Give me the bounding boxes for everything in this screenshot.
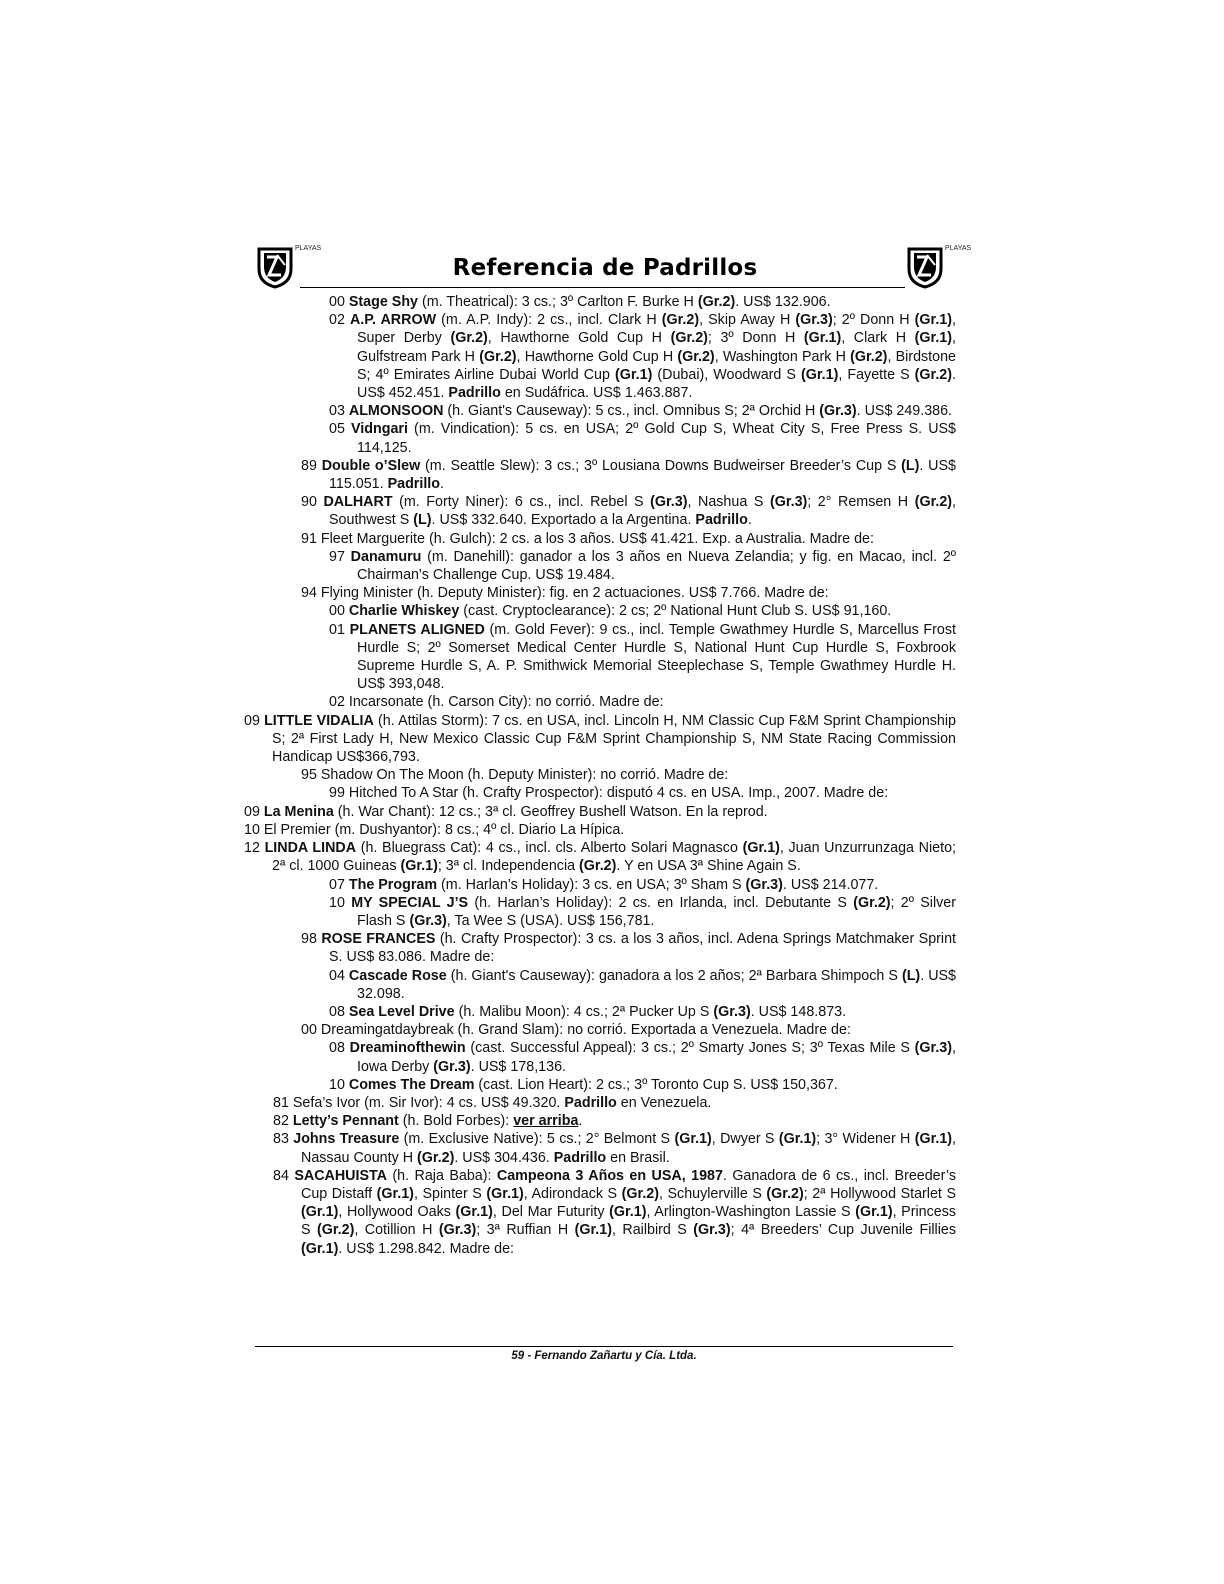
entry-text: 03 [329,403,349,420]
entry-text: ; 4ª Breeders’ Cup Juvenile Fillies [730,1222,956,1239]
entry-text: ; 3ª cl. Independencia [437,858,580,875]
entry-text: (Gr.2) [417,1149,455,1166]
entry-text: . US$ 214.077. [782,876,879,893]
pedigree-entry [272,876,956,894]
pedigree-entry [272,1039,956,1075]
entry-text: Johns Treasure [293,1131,400,1148]
entry-text: (Gr.1) [400,858,438,875]
entry-text: , Nashua S [687,494,770,511]
entry-text: (Gr.1) [855,1204,893,1221]
entry-text: (Gr.2) [697,294,736,310]
entry-text: (Gr.3) [409,912,447,929]
entry-text: , Birdstone S; 4º Emirates Airline Dubai World Cup [357,348,956,383]
entry-text: A.P. ARROW [349,312,437,329]
entry-text: (Gr.2) [317,1222,355,1239]
entry-text: 08 [329,1003,349,1020]
pedigree-entry [244,821,956,839]
entry-text: 84 [273,1167,295,1184]
pedigree-entry [272,1167,956,1258]
pedigree-entry [272,530,956,548]
logo-side-text: PLAYAS [295,245,322,252]
shield-logo-icon [905,243,945,289]
entry-text: Dreaminofthewin [349,1040,466,1057]
entry-text: (Gr.2) [479,348,517,365]
pedigree-entry [272,457,956,493]
entry-text: Comes The Dream [348,1076,475,1093]
entry-text: en Venezuela. [616,1094,712,1111]
entry-text: , Hollywood Oaks [338,1204,456,1221]
pedigree-entry [272,894,956,930]
entry-text: 00 [329,603,349,620]
entry-text: (Gr.2) [450,330,488,347]
entry-text: 05 [329,421,352,438]
entry-text: 07 [329,876,349,893]
pedigree-entry [272,967,956,1003]
entry-text: (Gr.1) [914,1131,953,1148]
entry-text: SACAHUISTA [294,1167,387,1184]
entry-text: . Ganadora de 6 cs., incl. Breeder’s Cup Distaff [301,1167,956,1202]
entry-text: (Gr.1) [376,1185,414,1202]
entry-text: (Gr.1) [615,366,653,383]
entry-text: 10 [329,1076,349,1093]
entry-text: , Cotillion H [354,1222,439,1239]
entry-text: Double o’Slew [321,457,421,474]
entry-text: Padrillo [448,385,501,402]
entry-text: (L) [901,457,920,474]
entry-text: ; 2° Remsen H [807,494,915,511]
pedigree-entry [272,1112,956,1130]
entry-text: (Gr.3) [438,1222,477,1239]
entry-text: (Gr.3) [795,312,833,329]
entry-text: . US$ 148.873. [750,1003,847,1020]
entry-text: , Princess S [301,1204,957,1239]
entry-text: (Gr.2) [914,366,953,383]
pedigree-entry [272,1003,956,1021]
entry-text: . [440,476,444,493]
entry-text: , Fayette S [838,366,915,383]
entry-text: Padrillo [564,1094,617,1111]
entry-text: (m. Gold Fever): 9 cs., incl. Temple Gwathmey Hurdle S, Marcellus Frost Hurdle S; 2º Somerset Medical Center Hurdle S, National Hunt Cup Hurdle S, Foxbrook Supreme Hurdle S, A. P. Smithwick Memorial Steeplechase S, Temple Gwathmey Hurdle H. US$ 393,048. [357,621,956,693]
page-header [255,243,972,289]
entry-text: . US$ 452.451. [357,366,956,402]
entry-text: en Sudáfrica. US$ 1.463.887. [500,385,693,402]
footer-rule [255,1346,953,1347]
entry-text: (Gr.1) [803,330,842,347]
entry-text: 09 [244,803,264,820]
entry-text: 90 [301,494,324,511]
entry-text: Danamuru [350,548,422,565]
entry-text: 00 [329,294,349,310]
pedigree-entry [244,839,956,875]
entry-text: 10 El Premier (m. Dushyantor): 8 cs.; 4º cl. Diario La Hípica. [244,821,625,838]
entry-text: 82 [273,1113,293,1130]
entry-text: (h. Giant's Causeway): ganadora a los 2 años; 2ª Barbara Shimpoch S [446,967,902,984]
entry-text: ; 3ª Ruffian H [476,1222,575,1239]
pedigree-entry [272,930,956,966]
entry-text: (m. Forty Niner): 6 cs., incl. Rebel S [392,494,651,511]
entry-text: 99 Hitched To A Star (h. Crafty Prospector): disputó 4 cs. en USA. Imp., 2007. Madre de: [329,785,889,802]
entry-text: (Gr.2) [677,348,715,365]
entry-text: (Gr.2) [661,312,700,329]
entry-text: 10 [329,894,352,911]
entry-text: , Nassau County H [301,1131,957,1166]
entry-text: 94 Flying Minister (h. Deputy Minister): fig. en 2 actuaciones. US$ 7.766. Madre de: [301,585,829,602]
pedigree-entries [244,293,957,1258]
stud-logo-right [905,243,972,289]
entry-text: (Gr.2) [579,858,617,875]
entry-text: (Gr.1) [574,1222,612,1239]
entry-text: Sea Level Drive [348,1003,455,1020]
entry-text: (m. Exclusive Native): 5 cs.; 2° Belmont S [399,1131,675,1148]
entry-text: (m. Seattle Slew): 3 cs.; 3º Lousiana Downs Budweirser Breeder’s Cup S [420,457,902,474]
entry-text: . US$ 249.386. [856,403,953,420]
entry-text: Stage Shy [348,294,418,310]
entry-text: (Gr.3) [819,403,857,420]
entry-text: PLANETS ALIGNED [349,621,485,638]
entry-text: (h. Malibu Moon): 4 cs.; 2ª Pucker Up S [454,1003,714,1020]
entry-text: ; 3º Donn H [707,330,804,347]
entry-text: (m. Theatrical): 3 cs.; 3º Carlton F. Burke H [418,294,698,310]
pedigree-entry [272,766,956,784]
entry-text: . [578,1113,583,1130]
entry-text: 02 Incarsonate (h. Carson City): no corrió. Madre de: [329,694,664,711]
entry-text: Letty’s Pennant [292,1113,399,1130]
entry-text: , Railbird S [611,1222,694,1239]
entry-text: (m. Harlan’s Holiday): 3 cs. en USA; 3º Sham S [437,876,746,893]
pedigree-entry [272,293,956,311]
entry-text: (h. Crafty Prospector): 3 cs. a los 3 años, incl. Adena Springs Matchmaker Sprint S. US$ 83.086. Madre de: [329,931,957,966]
entry-text: (m. Danehill): ganador a los 3 años en Nueva Zelandia; y fig. en Macao, incl. 2º Chairman's Challenge Cup. US$ 19.484. [357,548,956,584]
entry-text: (h. Bold Forbes): [398,1113,514,1130]
pedigree-entry [272,1076,956,1094]
cross-reference-link[interactable]: ver arriba [513,1113,579,1130]
entry-text: LITTLE VIDALIA [264,712,374,729]
pedigree-entry [272,548,956,584]
entry-text: Padrillo [695,512,748,529]
entry-text: Padrillo [553,1149,607,1166]
entry-text: (Gr.2) [766,1185,804,1202]
entry-text: (Gr.1) [301,1204,339,1221]
entry-text: (cast. Lion Heart): 2 cs.; 3º Toronto Cup S. US$ 150,367. [474,1076,838,1093]
entry-text: (h. Raja Baba): [387,1167,497,1184]
entry-text: (Gr.1) [914,312,953,329]
pedigree-entry [272,621,956,694]
entry-text: LINDA LINDA [264,840,357,857]
entry-text: (Gr.3) [433,1058,471,1075]
pedigree-entry [272,493,956,529]
entry-text: (h. War Chant): 12 cs.; 3ª cl. Geoffrey Bushell Watson. En la reprod. [333,803,768,820]
entry-text: (Gr.1) [301,1240,339,1257]
entry-text: Charlie Whiskey [348,603,460,620]
pedigree-entry [272,584,956,602]
entry-text: ; 2ª Hollywood Starlet S [803,1185,956,1202]
entry-text: 97 [329,548,351,565]
entry-text: , Hawthorne Gold Cup H [516,348,678,365]
page-title: Referencia de Padrillos [452,255,758,281]
entry-text: (h. Attilas Storm): 7 cs. en USA, incl. Lincoln H, NM Classic Cup F&M Sprint Championship S; 2ª First Lady H, New Mexico Classic Cup F&M Sprint Championship S, NM State Racing Commission Handicap US$366,793. [272,712,956,766]
entry-text: , Juan Unzurrunzaga Nieto; 2ª cl. 1000 Guineas [272,840,956,875]
entry-text: (h. Harlan’s Holiday): 2 cs. en Irlanda, incl. Debutante S [468,894,854,911]
entry-text: . US$ 332.640. Exportado a la Argentina. [431,512,696,529]
entry-text: (cast. Cryptoclearance): 2 cs; 2º National Hunt Club S. US$ 91,160. [459,603,892,620]
entry-text: , Dwyer S [711,1131,779,1148]
entry-text: ; 3° Widener H [816,1131,915,1148]
entry-text: 91 Fleet Marguerite (h. Gulch): 2 cs. a los 3 años. US$ 41.421. Exp. a Australia. Madre de: [301,530,874,547]
entry-text: . [747,512,752,529]
entry-text: , Schuylerville S [659,1185,767,1202]
pedigree-entry [272,420,956,456]
pedigree-entry [272,1021,956,1039]
entry-text: (Gr.3) [769,494,808,511]
entry-text: (Gr.2) [850,348,888,365]
entry-text: 09 [244,712,265,729]
pedigree-entry [244,712,956,767]
entry-text: Cascade Rose [348,967,447,984]
pedigree-entry [272,693,956,711]
entry-text: Vidngari [351,421,408,438]
entry-text: (m. Vindication): 5 cs. en USA; 2º Gold Cup S, Wheat City S, Free Press S. US$ 114,125. [357,421,957,456]
entry-text: , Skip Away H [699,312,796,329]
entry-text: (Gr.3) [693,1222,731,1239]
entry-text: . Y en USA 3ª Shine Again S. [616,858,801,875]
entry-text: , Del Mar Futurity [492,1204,610,1221]
entry-text: , Adirondack S [523,1185,622,1202]
entry-text: (Gr.1) [486,1185,524,1202]
entry-text: (Gr.1) [455,1204,493,1221]
pedigree-entry [272,402,956,420]
entry-text: , Southwest S [329,494,957,529]
entry-text: (Gr.1) [914,330,953,347]
entry-text: (Gr.3) [713,1003,751,1020]
entry-text: 98 [301,931,322,948]
entry-text: . US$ 1.298.842. Madre de: [338,1240,514,1257]
entry-text: , Arlington-Washington Lassie S [646,1204,856,1221]
entry-text: ROSE FRANCES [321,931,436,948]
pedigree-entry [272,602,956,620]
entry-text: (h. Giant's Causeway): 5 cs., incl. Omnibus S; 2ª Orchid H [443,403,820,420]
entry-text: , Clark H [841,330,915,347]
entry-text: , Hawthorne Gold Cup H [487,330,671,347]
entry-text: , Gulfstream Park H [357,330,956,365]
entry-text: (Gr.2) [853,894,891,911]
entry-text: en Brasil. [606,1149,670,1166]
entry-text: (L) [413,512,432,529]
entry-text: (Gr.1) [609,1204,647,1221]
entry-text: (m. A.P. Indy): 2 cs., incl. Clark H [436,312,662,329]
entry-text: , Ta Wee S (USA). US$ 156,781. [446,912,655,929]
entry-text: 95 Shadow On The Moon (h. Deputy Minister): no corrió. Madre de: [301,767,729,784]
entry-text: (L) [901,967,921,984]
entry-text: 04 [329,967,349,984]
header-rule [300,287,905,288]
entry-text: 89 [301,457,322,474]
entry-text: (Gr.3) [745,876,783,893]
entry-text: La Menina [263,803,334,820]
entry-text: The Program [348,876,438,893]
entry-text: (Gr.3) [650,494,688,511]
logo-side-text: PLAYAS [945,245,972,252]
entry-text: ALMONSOON [348,403,444,420]
pedigree-entry [272,1094,956,1112]
entry-text: (cast. Successful Appeal): 3 cs.; 2º Smarty Jones S; 3º Texas Mile S [465,1040,915,1057]
entry-text: 12 [244,840,265,857]
entry-text: 00 Dreamingatdaybreak (h. Grand Slam): no corrió. Exportada a Venezuela. Madre de: [301,1022,851,1039]
entry-text: (Gr.2) [914,494,953,511]
entry-text: 01 [329,621,350,638]
entry-text: 08 [329,1040,350,1057]
entry-text: (Gr.2) [621,1185,659,1202]
entry-text: , Iowa Derby [357,1040,956,1075]
entry-text: . US$ 132.906. [735,294,831,310]
entry-text: (Gr.1) [742,840,780,857]
pedigree-entry [272,784,956,802]
entry-text: . US$ 115.051. [329,457,956,493]
entry-text: (Gr.1) [778,1131,817,1148]
entry-text: ; 2º Donn H [832,312,915,329]
entry-text: (Gr.3) [914,1040,953,1057]
entry-text: DALHART [323,494,393,511]
entry-text: . US$ 304.436. [454,1149,554,1166]
page-footer: 59 - Fernando Zañartu y Cía. Ltda. [511,1350,697,1362]
entry-text: MY SPECIAL J’S [351,894,469,911]
entry-text: Padrillo [387,476,441,493]
entry-text: (Dubai), Woodward S [652,366,801,383]
entry-text: , Spinter S [413,1185,487,1202]
entry-text: Campeona 3 Años en USA, 1987 [496,1167,723,1184]
entry-text: (Gr.2) [670,330,708,347]
entry-text: , Washington Park H [714,348,851,365]
entry-text: . US$ 32.098. [357,967,957,1002]
entry-text: . US$ 178,136. [470,1058,567,1075]
entry-text: , Super Derby [357,312,956,347]
pedigree-entry [272,311,956,402]
entry-text: ; 2º Silver Flash S [357,894,956,929]
entry-text: 81 Sefa’s Ivor (m. Sir Ivor): 4 cs. US$ 49.320. [273,1094,565,1111]
entry-text: (Gr.1) [674,1131,712,1148]
pedigree-entry [244,803,956,821]
entry-text: 02 [329,312,350,329]
entry-text: 83 [273,1131,294,1148]
pedigree-entry [272,1130,956,1166]
entry-text: (h. Bluegrass Cat): 4 cs., incl. cls. Alberto Solari Magnasco [356,840,743,857]
entry-text: (Gr.1) [801,366,839,383]
